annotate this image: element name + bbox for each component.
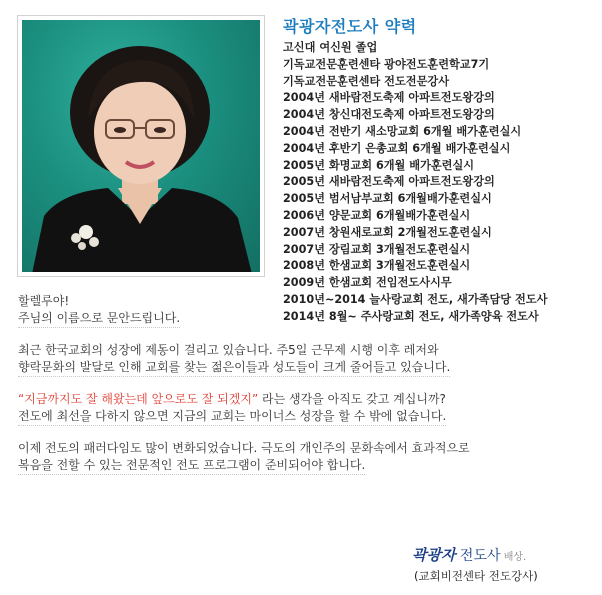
- paragraph-line: [18, 391, 588, 408]
- greeting-line: 할렐루야!: [18, 294, 70, 308]
- career-item: 2010년~2014 늘사랑교회 전도, 새가족담당 전도사: [283, 292, 548, 306]
- career-item: 기독교전문훈련센타 광야전도훈련학교7기: [283, 57, 490, 71]
- career-item: 2007년 창원새로교회 2개월전도훈련실시: [283, 225, 492, 239]
- paragraph-line: 복음을 전할 수 있는 전문적인 전도 프로그램이 준비되어야 합니다.: [18, 457, 365, 475]
- paragraph-text: 라는 생각을 아직도 갖고 계십니까?: [258, 392, 446, 406]
- profile-photo-frame: [17, 15, 265, 277]
- signature-name: 곽광자: [412, 546, 456, 564]
- career-item: 2004년 전반기 새소망교회 6개월 배가훈련실시: [283, 124, 522, 138]
- paragraph-line: 최근 한국교회의 성장에 제동이 걸리고 있습니다. 주5일 근무제 시행 이후 레저와: [18, 343, 439, 357]
- signature: [412, 544, 526, 565]
- career-item: 2008년 한샘교회 3개월전도훈련실시: [283, 259, 471, 273]
- career-item: 고신대 여신원 졸업: [283, 41, 378, 54]
- signature-greeting: 배상.: [500, 552, 527, 563]
- letter-body: [18, 293, 588, 489]
- career-item: 2009년 한샘교회 전임전도사시무: [283, 276, 452, 290]
- profile-photo: [22, 20, 260, 272]
- paragraph-line: 전도에 최선을 다하지 않으면 지금의 교회는 마이너스 성장을 할 수 밖에 없습니다.: [18, 408, 446, 426]
- career-item: 2006년 양문교회 6개월배가훈련실시: [283, 208, 471, 222]
- career-item: 2004년 후반기 은총교회 6개월 배가훈련실시: [283, 141, 511, 155]
- signature-organization: (교회비전센타 전도강사): [414, 569, 538, 583]
- career-item: 2005년 범서남부교회 6개월배가훈련실시: [283, 192, 492, 206]
- career-item: 기독교전문훈련센타 전도전문강사: [283, 74, 450, 88]
- career-item: 2005년 화명교회 6개월 배가훈련실시: [283, 158, 475, 172]
- highlight-quote: “지금까지도 잘 해왔는데 앞으로도 잘 되겠지”: [18, 392, 259, 406]
- paragraph-line: 이제 전도의 패러다임도 많이 변화되었습니다. 극도의 개인주의 문화속에서 효과적으로: [18, 441, 470, 455]
- career-list: [283, 40, 547, 326]
- career-item: 2004년 새바람전도축제 아파트전도왕강의: [283, 91, 495, 105]
- paragraph-line: 향락문화의 발달로 인해 교회를 찾는 젊은이들과 성도들이 크게 줄어들고 있습니다.: [18, 359, 450, 377]
- portrait-illustration: [22, 20, 260, 272]
- greeting-line: 주님의 이름으로 문안드립니다.: [18, 310, 180, 328]
- career-item: 2014년 8월~ 주사랑교회 전도, 새가족양육 전도사: [283, 309, 539, 323]
- career-item: 2007년 장림교회 3개월전도훈련실시: [283, 242, 471, 256]
- profile-title: 곽광자전도사 약력: [283, 17, 417, 36]
- signature-title: 전도사: [455, 548, 501, 564]
- career-item: 2005년 새바람전도축제 아파트전도왕강의: [283, 175, 495, 189]
- career-item: 2004년 창신대전도축제 아파트전도왕강의: [283, 108, 495, 122]
